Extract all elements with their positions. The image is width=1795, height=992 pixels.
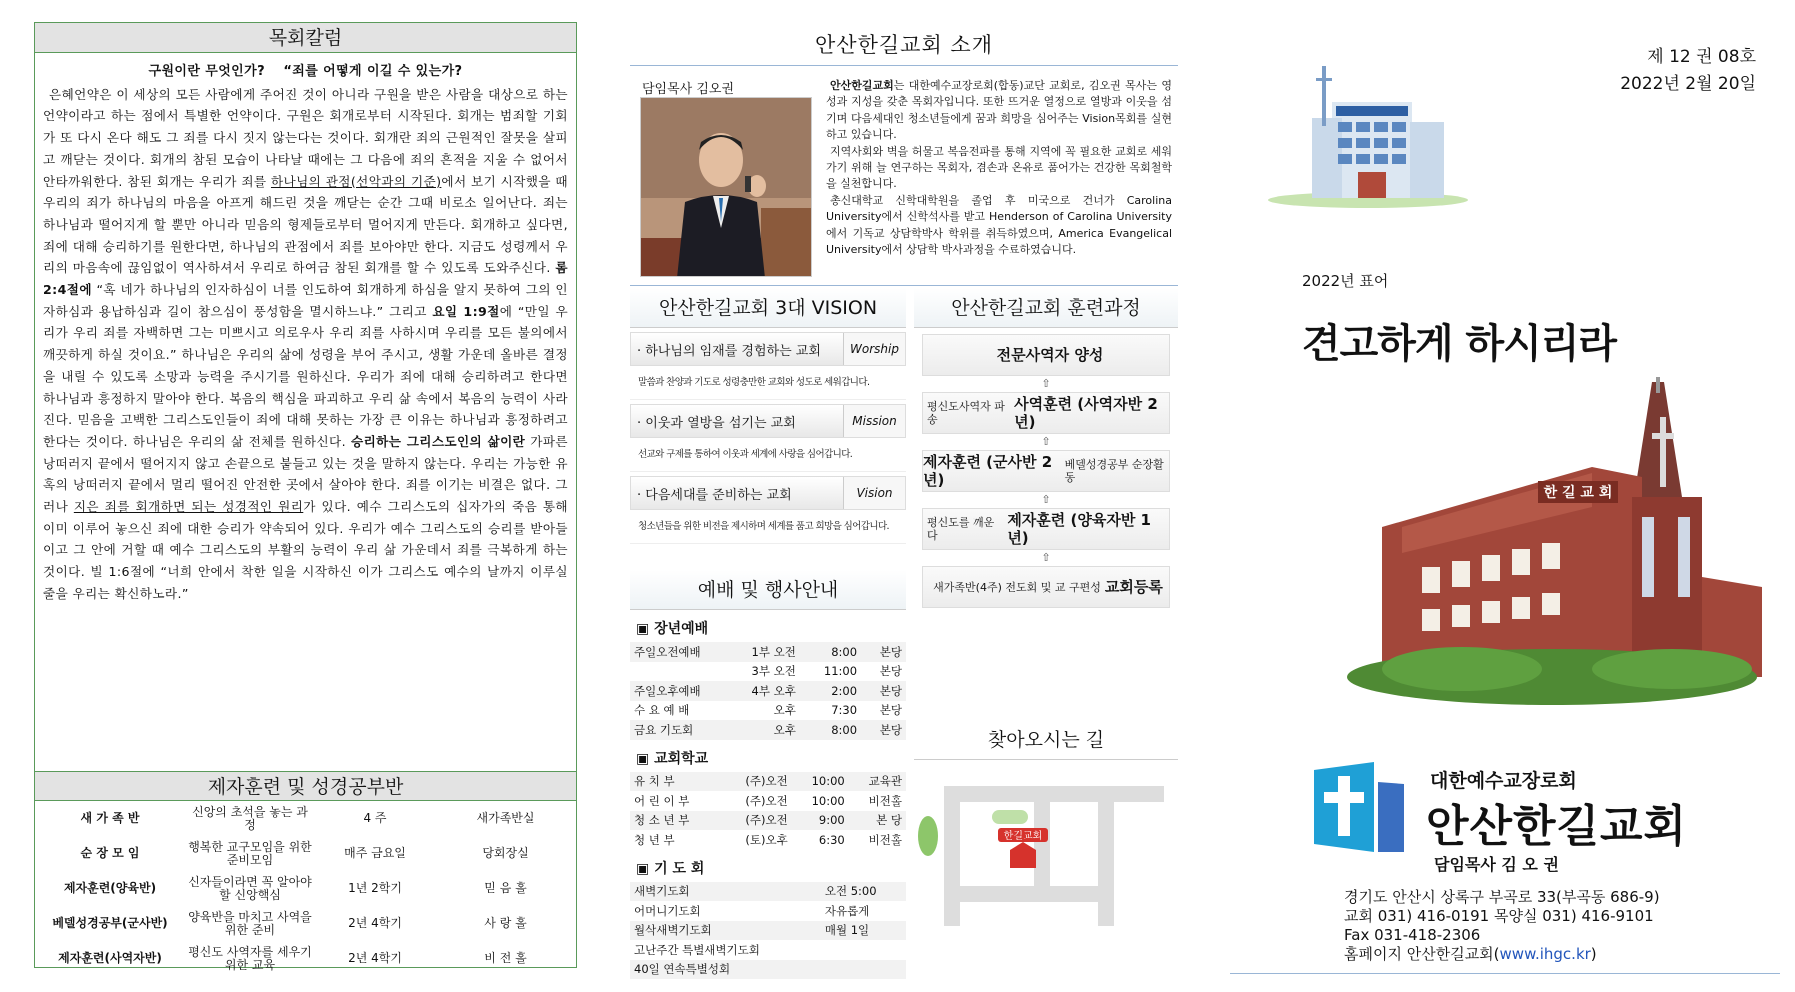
prayer-name: 월삭새벽기도회 <box>630 921 821 941</box>
fax: Fax 031-418-2306 <box>1344 926 1481 944</box>
course-name: 제자훈련 (군사반 2년) <box>923 453 1053 489</box>
prayer-name: 고난주간 특별새벽기도회 <box>634 942 760 957</box>
prayer-row <box>630 940 906 960</box>
address: 경기도 안산시 상록구 부곡로 33(부곡동 686-9) <box>1344 888 1660 906</box>
course-step <box>922 566 1170 608</box>
service-time-label: (주)오전 <box>722 811 792 831</box>
church-intro-section <box>630 22 1178 982</box>
training-row <box>35 906 576 941</box>
service-time-label: (토)오후 <box>745 832 788 847</box>
vision-item <box>630 332 906 366</box>
schedule-row <box>630 662 906 682</box>
schedule-row <box>630 811 906 831</box>
service-time-label: (주)오전 <box>745 793 788 808</box>
vision-label: · 다음세대를 준비하는 교회 <box>637 487 792 503</box>
training-period: 2년 4학기 <box>348 916 402 930</box>
course-detail: 평신도를 깨운다 <box>927 516 995 542</box>
vision-title: 안산한길교회 3대 VISION <box>630 288 906 328</box>
directions-box <box>914 720 1178 946</box>
issue-number: 제 12 권 08호 <box>1647 47 1756 67</box>
training-desc: 행복한 교구모임을 위한 준비모임 <box>188 839 312 867</box>
training-name: 베델성경공부(군사반) <box>52 916 168 930</box>
senior-pastor: 담임목사 김 오 권 <box>1434 855 1559 874</box>
school-table <box>630 772 906 850</box>
church-logo-icon <box>1314 762 1404 852</box>
column-text: 은혜언약은 이 세상의 모든 사람에게 주어진 것이 아니라 구원을 받은 사람을 대상으로 하는 언약이라고 하는 점에서 특별한 언약이다. 구원은 회개로부터 시작된다. 회개는 범죄할 기회가 또 다시 온다 해도 그 죄를 다시 짓지 않는다는 것이다. 회개란 죄의 근원적인 잘못을 살피고 깨닫는 것이다. 회개의 참된 모습이 나타날 때에는 그 다음에 죄의 흔적을 지울 수 없어서 안타까워한다. 참된 회개는 우리가 죄를 하나님의 관점(선악과의 기준)에서 보기 시작했을 때 우리의 죄가 하나님의 마음을 아프게 해드린 것을 깨닫는 순간 그때 비로소 일어난다. 죄는 하나님과 떨어지게 할 뿐만 아니라 믿음의 형제들로부터 멀어지게 만든다. 회개하고 싶다면, 죄에 대해 승리하기를 원한다면, 하나님의 관점에서 죄를 보아야만 한다. 지금도 성령께서 우리의 마음속에 끊임없이 역사하셔서 우리로 하여금 참된 회개를 할 수 있도록 도와주신다. 롬 2:4절에 “혹 네가 하나님의 인자하심이 너를 인도하여 회개하게 하심을 알지 못하여 그의 인자하심과 용납하심과 길이 참으심이 풍성함을 멸시하느냐.” 그리고 요일 1:9절에 “만일 우리가 우리 죄를 자백하면 그는 미쁘시고 의로우사 우리 죄를 사하시며 우리를 모든 불의에서 깨끗하게 하실 것이요.” 하나님은 우리의 삶에 성령을 부어 주시고, 생활 가운데 올바른 결정을 내릴 수 있도록 소망과 능력을 주시기를 원하신다. 우리가 죄에 대해 승리하려고 한다면 하나님과 흥정하지 말아야 한다. 복음의 핵심을 파괴하고 우리 삶 속에서 복음의 능력이 사라진다. 믿음을 고백한 그리스도인들이 죄에 대해 못하는 가장 큰 이유는 하나님과 흥정하려고 한다는 것이다. 하나님은 우리의 삶 전체를 원하신다. 승리하는 그리스도인의 삶이란 가파른 낭떠러지 끝에서 떨어지지 않고 손끝으로 붙들고 있는 것을 말하지 않는다. 우리는 가능한 유혹의 낭떠러지 끝에서 멀리 떨어진 안전한 곳에서 살아야 한다. 죄를 이기는 비결은 없다. 그러나 지은 죄를 회개하면 되는 성경적인 원리가 있다. 예수 그리스도의 십자가의 죽음 통해 이미 이루어 놓으신 죄에 대한 승리가 약속되어 있다. 우리가 예수 그리스도의 승리를 받아들이고 그 안에 거할 때 예수 그리스도의 부활의 능력이 우리 삶 가운데서 죄를 극복하게 하는 것이다. 빌 1:6절에 “너희 안에서 착한 일을 시작하신 이가 그리스도 예수의 날까지 이루실 줄을 우리는 확신하노라.” <box>43 86 569 601</box>
training-desc: 평신도 사역자를 세우기 위한 교육 <box>188 944 312 972</box>
column-subtitle: 구원이란 무엇인가? “죄를 어떻게 이길 수 있는가? <box>148 64 463 79</box>
prayer-name: 40일 연속특별성회 <box>630 960 821 980</box>
service-place: 교육관 <box>849 772 906 792</box>
arrow-up-icon: ⇧ <box>1041 377 1051 390</box>
prayer-heading: ▣ 기 도 회 <box>636 860 705 877</box>
arrow-up-icon: ⇧ <box>1041 551 1051 564</box>
prayer-row <box>630 960 906 980</box>
vision-keyword: Vision <box>843 477 905 509</box>
service-name: 주일오전예배 <box>630 642 722 662</box>
course-title: 안산한길교회 훈련과정 <box>914 288 1178 328</box>
prayer-time: 매월 1일 <box>821 921 906 941</box>
service-hour: 11:00 <box>823 664 858 679</box>
service-hour: 9:00 <box>792 811 849 831</box>
training-period: 1년 2학기 <box>348 881 402 895</box>
schedule-row <box>630 681 906 701</box>
training-row <box>35 836 576 871</box>
training-period: 매주 금요일 <box>344 846 406 860</box>
training-table <box>35 801 576 976</box>
service-name: 금요 기도회 <box>630 720 722 740</box>
location-map <box>914 766 1178 946</box>
service-hour: 10:00 <box>811 793 845 808</box>
course-name: 제자훈련 (양육자반 1년) <box>1007 511 1151 547</box>
course-name: 교회등록 <box>1104 578 1163 596</box>
service-time-label: 3부 오전 <box>751 664 796 679</box>
vision-keyword: Worship <box>843 333 905 365</box>
prayer-time: 오전 5:00 <box>821 882 906 902</box>
schedule-row <box>630 830 906 850</box>
course-detail: 평신도사역자 파송 <box>927 400 1005 426</box>
training-desc: 양육반을 마치고 사역을 위한 준비 <box>188 909 312 937</box>
worship-title: 예배 및 행사안내 <box>630 570 906 610</box>
intro-text: 안산한길교회는 대한예수교장로회(합동)교단 교회로, 김오권 목사는 영성과 지성을 갖춘 목회자입니다. 또한 뜨거운 열정으로 열방과 이웃을 섬기며 다음세대인 청소년들에게 꿈과 희망을 심어주는 Vision목회를 실현하고 있습니다. 지역사회와 벽을 허물고 복음전파를 통해 지역에 꼭 필요한 교회로 세워가기 위해 늘 연구하는 목회자, 겸손과 온유로 품어가는 건강한 목회철학을 실천합니다. 총신대학교 신학대학원을 졸업 후 미국으로 건너가 Carolina University에서 신학석사를 받고 Henderson of Carolina University에서 기독교 상담학박사 학위를 취득하였으며, America Evangelical University에서 상담학 박사과정을 수료하였습니다. <box>826 79 1172 257</box>
course-step <box>922 334 1170 376</box>
column-body <box>35 53 576 771</box>
prayer-row <box>630 882 906 902</box>
prayer-table <box>630 882 906 980</box>
service-name: 어 린 이 부 <box>634 793 690 808</box>
prayer-time: 자유롭게 <box>824 903 870 918</box>
vision-desc: 청소년들을 위한 비전을 제시하며 세계를 품고 희망을 심어갑니다. <box>630 510 906 544</box>
service-place: 본당 <box>861 642 906 662</box>
training-place: 비 전 홀 <box>484 951 527 965</box>
service-time-label: 오후 <box>773 703 796 718</box>
column-title: 목회칼럼 <box>35 23 576 53</box>
service-name: 주일오후예배 <box>630 681 722 701</box>
service-place: 본당 <box>879 703 902 718</box>
prayer-time <box>821 960 906 980</box>
motto-label: 2022년 표어 <box>1302 272 1389 290</box>
issue-info <box>1620 44 1756 98</box>
schedule-row <box>630 642 906 662</box>
service-place: 비전홀 <box>868 793 902 808</box>
training-name: 새 가 족 반 <box>80 811 140 825</box>
training-desc: 신자들이라면 꼭 알아야 할 신앙핵심 <box>188 874 312 902</box>
course-detail: 새가족반(4주) 전도회 및 교 구편성 <box>933 580 1101 594</box>
training-row <box>35 871 576 906</box>
service-name: 수 요 예 배 <box>634 703 690 718</box>
service-name <box>630 662 722 682</box>
yearly-motto: 견고하게 하시리라 <box>1302 321 1617 367</box>
training-course-box <box>914 288 1178 608</box>
bulletin-cover <box>1230 22 1780 982</box>
service-time-label: 1부 오전 <box>722 642 800 662</box>
service-hour: 7:30 <box>831 703 858 718</box>
training-period: 4 주 <box>363 811 387 825</box>
service-hour: 8:00 <box>800 642 861 662</box>
arrow-up-icon: ⇧ <box>1041 435 1051 448</box>
vision-desc: 선교와 구제를 통하여 이웃과 세계에 사랑을 심어갑니다. <box>630 438 906 472</box>
vision-label: · 하나님의 임재를 경험하는 교회 <box>637 343 821 359</box>
training-place: 새가족반실 <box>476 811 535 825</box>
pastor-column-section <box>34 22 577 972</box>
service-place: 본 당 <box>849 811 906 831</box>
vision-desc: 말씀과 찬양과 기도로 성령충만한 교회와 성도로 세워갑니다. <box>630 366 906 400</box>
building-illustration <box>1262 52 1474 208</box>
service-name: 청 소 년 부 <box>630 811 722 831</box>
service-place: 본당 <box>861 681 906 701</box>
service-time-label: 오후 <box>722 720 800 740</box>
map-title: 찾아오시는 길 <box>914 720 1178 760</box>
training-place: 믿 음 홀 <box>484 881 527 895</box>
service-hour: 6:30 <box>818 832 845 847</box>
schedule-row <box>630 701 906 721</box>
training-row <box>35 801 576 836</box>
training-name: 제자훈련(사역자반) <box>58 951 162 965</box>
vision-label: · 이웃과 열방을 섬기는 교회 <box>637 415 796 431</box>
church-photo <box>1342 377 1772 707</box>
vision-item <box>630 476 906 510</box>
school-heading: ▣ 교회학교 <box>636 750 709 767</box>
course-detail: 베델성경공부 순장활동 <box>1064 458 1164 484</box>
course-name: 전문사역자 양성 <box>996 346 1104 364</box>
vision-box <box>630 288 906 544</box>
service-hour: 10:00 <box>792 772 849 792</box>
phone: 교회 031) 416-0191 목양실 031) 416-9101 <box>1344 907 1654 925</box>
pastor-photo <box>640 97 812 277</box>
pastor-label: 담임목사 김오권 <box>642 82 735 97</box>
prayer-time <box>821 940 906 960</box>
training-place: 당회장실 <box>482 846 529 860</box>
training-row <box>35 941 576 976</box>
service-hour: 2:00 <box>800 681 861 701</box>
course-step <box>922 508 1170 550</box>
schedule-row <box>630 772 906 792</box>
course-step <box>922 450 1170 492</box>
intro-title: 안산한길교회 소개 <box>630 22 1178 66</box>
arrow-up-icon: ⇧ <box>1041 493 1051 506</box>
service-time-label: (주)오전 <box>722 772 792 792</box>
church-sign: 한 길 교 회 <box>1543 485 1613 501</box>
homepage-link[interactable]: www.ihgc.kr <box>1499 945 1591 963</box>
adult-worship-heading: ▣ 장년예배 <box>636 621 709 637</box>
schedule-row <box>630 791 906 811</box>
issue-date: 2022년 2월 20일 <box>1620 74 1756 94</box>
course-name: 사역훈련 (사역자반 2년) <box>1014 395 1158 431</box>
church-name: 안산한길교회 <box>1426 801 1688 852</box>
map-church-label: 한길교회 <box>1003 831 1043 842</box>
prayer-name: 어머니기도회 <box>634 903 701 918</box>
denomination: 대한예수교장로회 <box>1430 770 1577 792</box>
prayer-name: 새벽기도회 <box>630 882 821 902</box>
service-hour: 8:00 <box>800 720 861 740</box>
schedule-row <box>630 720 906 740</box>
service-name: 청 년 부 <box>634 832 675 847</box>
vision-keyword: Mission <box>843 405 905 437</box>
prayer-row <box>630 921 906 941</box>
service-time-label: 4부 오후 <box>722 681 800 701</box>
service-place: 본당 <box>879 664 902 679</box>
prayer-row <box>630 901 906 921</box>
service-name: 유 치 부 <box>630 772 722 792</box>
worship-schedule <box>630 570 906 979</box>
training-name: 제자훈련(양육반) <box>63 881 157 895</box>
training-name: 순 장 모 임 <box>80 846 140 860</box>
training-period: 2년 4학기 <box>348 951 402 965</box>
service-place: 본당 <box>861 720 906 740</box>
service-place: 비전홀 <box>868 832 902 847</box>
training-title: 제자훈련 및 성경공부반 <box>35 771 576 801</box>
contact-info <box>1344 888 1660 964</box>
adult-worship-table <box>630 642 906 740</box>
course-step <box>922 392 1170 434</box>
vision-item <box>630 404 906 438</box>
training-desc: 신앙의 초석을 놓는 과정 <box>192 804 308 832</box>
homepage: 홈페이지 안산한길교회(www.ihgc.kr) <box>1344 945 1597 963</box>
training-place: 사 랑 홀 <box>484 916 527 930</box>
